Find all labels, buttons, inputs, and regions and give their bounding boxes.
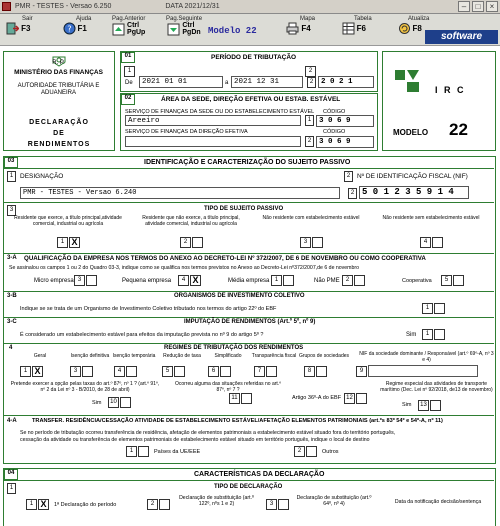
pequena-checkbox[interactable]: X — [190, 275, 201, 286]
form-modelo22 — [0, 47, 500, 526]
atualiza-button[interactable]: Atualiza F8 — [390, 16, 429, 44]
section-01: 01 PERÍODO DE TRIBUTAÇÃO 1 2 De 2021 01 01 a 2021 12 31 2 2 0 2 1 — [120, 51, 378, 92]
designacao-field[interactable]: PMR - TESTES - Versao 6.240 — [20, 187, 340, 199]
irc-box — [382, 51, 496, 151]
micro-checkbox[interactable] — [86, 275, 97, 286]
regime-label: Transparência fiscal — [251, 353, 297, 359]
regime-label: Geral — [33, 353, 47, 359]
tipo-sujeito-number: 1 — [57, 237, 68, 248]
regime-number: 7 — [254, 366, 265, 377]
regime-checkbox[interactable] — [174, 366, 185, 377]
window-title: PMR - TESTES - Versao 6.250 — [15, 3, 112, 10]
sair-button[interactable]: Sair F3 — [4, 16, 33, 44]
help-icon — [63, 22, 76, 35]
pag-anterior-button[interactable]: Pag.Anterior Ctrl PgUp — [112, 16, 146, 36]
tipo-sujeito-checkbox[interactable] — [432, 237, 443, 248]
substituicao-122-checkbox[interactable] — [159, 499, 170, 510]
ministry-box — [3, 51, 115, 151]
tipo-sujeito-label: Não residente com estabelecimento estável — [262, 215, 360, 221]
maximize-icon[interactable]: □ — [472, 1, 484, 12]
printer-icon — [286, 22, 299, 35]
outros-checkbox[interactable] — [306, 446, 317, 457]
regime-number: 6 — [208, 366, 219, 377]
periodo-title: PERÍODO DE TRIBUTAÇÃO — [211, 54, 297, 61]
nif-field[interactable]: 5 0 1 2 3 5 9 1 4 — [359, 186, 469, 199]
period-start-field[interactable]: 2021 01 01 — [139, 76, 223, 88]
page-up-icon — [112, 23, 125, 36]
app-icon — [2, 2, 11, 11]
pag-seguinte-button[interactable]: Pag.Seguinte Ctrl PgDn — [166, 16, 203, 36]
regime-number: 1 — [20, 366, 31, 377]
modelo-number: 22 — [449, 120, 468, 139]
page-down-icon — [167, 23, 180, 36]
modelo-label: Modelo 22 — [208, 26, 257, 36]
close-icon[interactable]: × — [486, 1, 498, 12]
tabela-button[interactable]: Tabela F6 — [336, 16, 372, 44]
sede-field[interactable]: Areeiro — [125, 115, 301, 126]
irc-label: I R C — [435, 85, 466, 95]
section-02: 02 ÁREA DA SEDE, DIREÇÃO EFETIVA OU ESTAB. ESTÁVEL SERVIÇO DE FINANÇAS DA SEDE OU DO ESTABELECIMENTO ESTÁVEL CÓDIGO Areeiro 1 3 0 6 9 SERVIÇO DE FINANÇAS DA DIREÇÃO EFETIVA CÓDIGO 2 3 0 6 9 — [120, 93, 378, 151]
art36a-checkbox[interactable] — [356, 393, 367, 404]
regime-number: 4 — [114, 366, 125, 377]
autoridade-label: AUTORIDADE TRIBUTÁRIA E ADUANEIRA — [17, 83, 100, 96]
cooperativa-checkbox[interactable] — [453, 275, 464, 286]
regime-label: Redução de taxa — [163, 353, 201, 359]
modelo-label-2: MODELO — [393, 128, 429, 137]
regime-number: 5 — [162, 366, 173, 377]
tipo-sujeito-label: Residente que exerce, a título principal,atividade comercial, industrial ou agrícola — [14, 215, 122, 227]
tipo-sujeito-number: 2 — [180, 237, 191, 248]
toolbar — [0, 14, 500, 46]
window-date: DATA 2021/12/31 — [165, 3, 220, 10]
identificacao-title: IDENTIFICAÇÃO E CARACTERIZAÇÃO DO SUJEITO PASSIVO — [144, 159, 351, 166]
tipo-sujeito-label: Residente que não exerce, a título principal, atividade comercial, industrial ou agrícola — [142, 215, 240, 227]
tipo-sujeito-checkbox[interactable]: X — [69, 237, 80, 248]
nif-dominante-field[interactable] — [368, 365, 478, 377]
codigo-sede-field[interactable]: 3 0 6 9 — [316, 115, 374, 127]
ministerio-label: MINISTÉRIO DAS FINANÇAS — [14, 69, 103, 76]
section-04: 04 CARACTERÍSTICAS DA DECLARAÇÃO 1 TIPO DE DECLARAÇÃO 1 X 1ª Declaração do período 2 Declaração de substituição (art.º 122º, nºs 1 e 2) 3 Declaração de substituição (art.º 64º, nº 4) Data da notificação decisão/sentença — [3, 468, 496, 526]
at-logo-icon — [393, 68, 421, 94]
direcao-field[interactable] — [125, 136, 301, 147]
ajuda-button[interactable]: Ajuda ? F1 — [58, 16, 91, 44]
imputacao-checkbox[interactable] — [434, 329, 445, 340]
opcao-taxas-checkbox[interactable] — [120, 397, 131, 408]
section-03: 03 IDENTIFICAÇÃO E CARACTERIZAÇÃO DO SUJEITO PASSIVO 1 DESIGNAÇÃO PMR - TESTES - Versao 6.240 2 Nº DE IDENTIFICAÇÃO FISCAL (NIF) 2 5 0 1 2 3 5 9 1 4 3 TIPO DE SUJEITO PASSIVO Residente que exerce, a título principal,atividade comercial, industrial ou agrícola 1 X Residente que não exerce, a título principal, atividade comercial, industrial ou agrícola 2 Não residente com estabelecimento estável 3 Não residente sem estabelecimento estável 4 3-A QUALIFICAÇÃO DA EMPRESA NOS TERMOS DO ANEXO AO DECRETO-LEI Nº 372/2007, DE 6 DE NOVEMBRO OU COMO COOPERATIVA Se assinalou os campos 1 ou 2 do Quadro 03-3, indique como se qualifica nos termos previstos no Anexo ao Decreto-Lei nº372/2007,de 6 de novembro Micro empresa 3 Pequena empresa 4 X Média empresa 1 Não PME 2 Cooperativa 5 3-B ORGANISMOS DE INVESTIMENTO COLETIVO Indique se se trata de um Organismo de Investimento Coletivo tributado nos termos do artigo 22º do EBF 1 3-C IMPUTAÇÃO DE RENDIMENTOS (Art.º 5º, nº 9) É considerado um estabelecimento estável para efeitos da imputação prevista no nº 9 do artigo 5º ? Sim 1 4 REGIMES DE TRIBUTAÇÃO DOS RENDIMENTOS Geral 1 X Isenção definitiva 3 Isenção temporária 4 Redução de taxa 5 Simplificado 6 Transparência fiscal 7 Grupos de sociedades 8 NIF da sociedade dominante / Responsável (art.º 69º-A, nº 3 e 4) 9 Pretende exercer a opção pelas taxas do art.º 87º, nº 1 ? (art.º 91º, nº 2 da Lei nº 3 - B/2010, de 28 de abril) Sim 10 Ocorreu alguma das situações referidas no art.º 87º, nº 7 ? 11 Artigo 36º-A do EBF 12 Regime especial das atividades de transporte marítimo (Dec. Lei nº 92/2018, de13 de novembro) Sim 13 4-A TRANSFER. RESIDÊNCIA/CESSAÇÃO ATIVIDADE DE ESTABELECIMENTO ESTÁVEL/AFETAÇÃO ELEMENTOS PATRIMONIAIS (art.ºs 83º 54º e 54º-A, nº 11) Se no período de tributação ocorreu transferência de residência, afetação de elementos patrimoniais a estabelecimento estável situado fora do território português, cessação da atividade ou transferência de elementos patrimoniais de estabelecimento estável situado em território português, indique o local de destino 1 Países da UE/EEE 2 Outros — [3, 156, 496, 464]
tipo-sujeito-checkbox[interactable] — [192, 237, 203, 248]
exit-icon — [6, 22, 19, 35]
regime-checkbox[interactable] — [220, 366, 231, 377]
tipo-sujeito-number: 4 — [420, 237, 431, 248]
primeira-declaracao-checkbox[interactable]: X — [38, 499, 49, 510]
transporte-maritimo-checkbox[interactable] — [430, 400, 441, 411]
regime-checkbox[interactable] — [316, 366, 327, 377]
substituicao-64-checkbox[interactable] — [278, 499, 289, 510]
tipo-sujeito-label: Não residente sem estabelecimento estável — [382, 215, 480, 221]
regime-number: 8 — [304, 366, 315, 377]
naopme-checkbox[interactable] — [354, 275, 365, 286]
media-checkbox[interactable] — [283, 275, 294, 286]
software-logo: software — [425, 30, 498, 44]
regime-label: Simplificado — [214, 353, 242, 359]
minimize-icon[interactable]: – — [458, 1, 470, 12]
regime-number: 3 — [70, 366, 81, 377]
area-title: ÁREA DA SEDE, DIREÇÃO EFETIVA OU ESTAB. ESTÁVEL — [161, 96, 341, 103]
window-titlebar — [0, 0, 500, 14]
oic-checkbox[interactable] — [434, 303, 445, 314]
paises-ue-checkbox[interactable] — [138, 446, 149, 457]
regime-label: Isenção definitiva — [70, 353, 110, 359]
svg-text:?: ? — [66, 24, 72, 34]
tipo-sujeito-number: 3 — [300, 237, 311, 248]
regime-checkbox[interactable] — [126, 366, 137, 377]
rp-label: R. P. — [52, 60, 65, 66]
period-year-field[interactable]: 2 0 2 1 — [318, 76, 374, 88]
regime-label: Isenção temporária — [112, 353, 156, 359]
table-icon — [342, 22, 355, 35]
regime-label: Grupos de sociedades — [298, 353, 350, 359]
codigo-direcao-field[interactable]: 3 0 6 9 — [316, 136, 374, 148]
mapa-button[interactable]: Mapa F4 — [282, 16, 315, 44]
tipo-sujeito-checkbox[interactable] — [312, 237, 323, 248]
art87-checkbox[interactable] — [241, 393, 252, 404]
refresh-icon — [398, 22, 411, 35]
period-end-field[interactable]: 2021 12 31 — [231, 76, 303, 88]
declaracao-title: DECLARAÇÃO DE RENDIMENTOS — [27, 119, 91, 148]
regime-checkbox[interactable]: X — [32, 366, 43, 377]
regime-checkbox[interactable] — [82, 366, 93, 377]
regime-checkbox[interactable] — [266, 366, 277, 377]
